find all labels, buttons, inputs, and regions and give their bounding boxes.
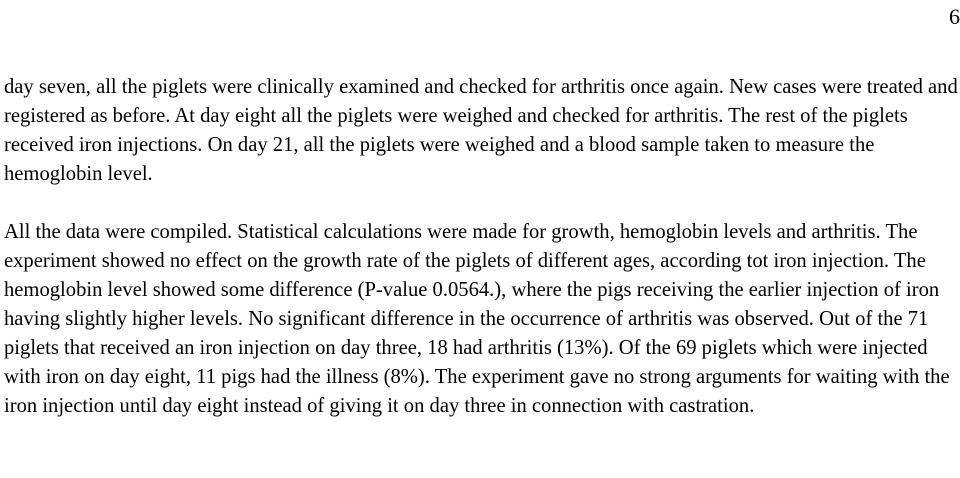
document-body	[4, 73, 958, 421]
page-number: 6	[949, 4, 960, 29]
paragraph-results: All the data were compiled. Statistical calculations were made for growth, hemoglobin levels and arthritis. The experiment showed no effect on the growth rate of the piglets of different ages, according tot iron injection. The hemoglobin level showed some difference (P-value 0.0564.), where the pigs receiving the earlier injection of iron having slightly higher levels. No significant difference in the occurrence of arthritis was observed. Out of the 71 piglets that received an iron injection on day three, 18 had arthritis (13%). Of the 69 piglets which were injected with iron on day eight, 11 pigs had the illness (8%). The experiment gave no strong arguments for waiting with the iron injection until day eight instead of giving it on day three in connection with castration.	[4, 221, 950, 417]
paragraph-methods-continued: day seven, all the piglets were clinically examined and checked for arthritis once again. New cases were treated and registered as before. At day eight all the piglets were weighed and checked for arthritis. The rest of the piglets received iron injections. On day 21, all the piglets were weighed and a blood sample taken to measure the hemoglobin level.	[4, 76, 958, 185]
